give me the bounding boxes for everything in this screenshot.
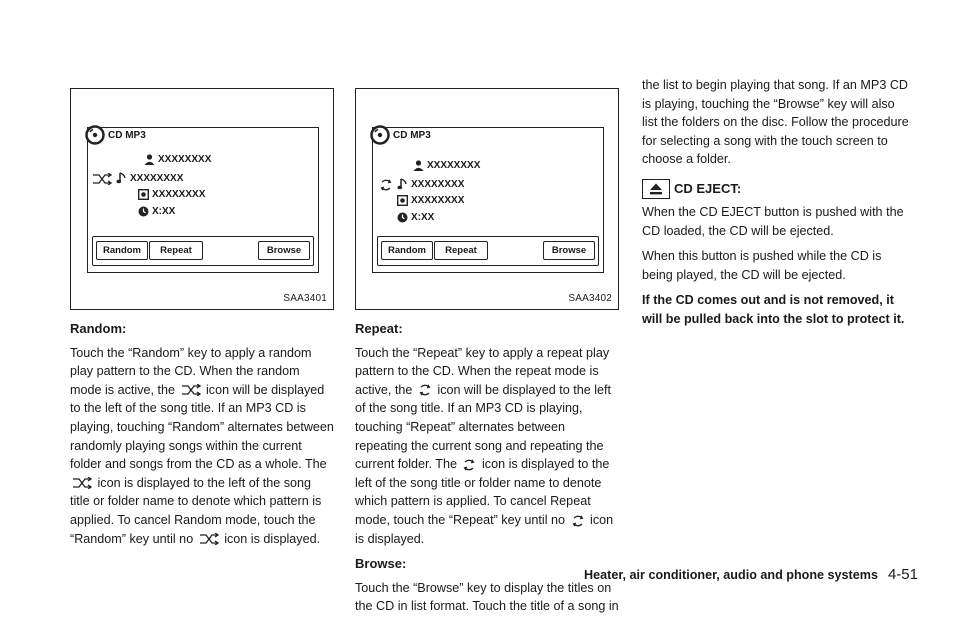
button-bar: [377, 236, 599, 266]
random-paragraph: [70, 344, 334, 549]
repeat-icon: [462, 459, 476, 471]
page-number: 4-51: [887, 566, 918, 583]
repeat-button[interactable]: Repeat: [149, 241, 203, 260]
browse-heading: Browse:: [355, 556, 407, 572]
figure-id: SAA3402: [568, 293, 612, 304]
repeat-icon: [379, 179, 393, 191]
song-text: XXXXXXXX: [411, 178, 465, 190]
person-icon: [144, 154, 155, 165]
eject-paragraph-2: When this button is pushed while the CD is being played, the CD will be ejected.: [642, 249, 882, 282]
browse-button[interactable]: Browse: [543, 241, 595, 260]
repeat-text-a: Touch the “Repeat” key to apply a repeat play pattern to the CD. When the repeat mode is active, the: [355, 345, 610, 397]
artist-row: [413, 160, 480, 171]
random-button[interactable]: Random: [96, 241, 148, 260]
time-text: X:XX: [411, 212, 435, 223]
clock-icon: [138, 206, 149, 217]
section-title: Heater, air conditioner, audio and phone systems: [584, 568, 878, 582]
time-row: [397, 212, 434, 223]
repeat-icon: [571, 515, 585, 527]
album-icon: [397, 195, 408, 206]
browse-paragraph-1: Touch the “Browse” key to display the titles on the CD in list format. Touch the title of a song in: [355, 580, 619, 614]
figure-random: [70, 88, 334, 310]
cd-screen: [372, 127, 604, 273]
shuffle-icon: [92, 173, 112, 185]
random-section: [70, 320, 334, 555]
screen-title: CD MP3: [108, 130, 146, 141]
shuffle-icon: [181, 384, 201, 396]
disc-icon: [370, 125, 390, 145]
music-note-icon: [116, 172, 127, 184]
figure-id: SAA3401: [283, 293, 327, 304]
browse-paragraph-2: the list to begin playing that song. If an MP3 CD is playing, touching the “Browse” key will also list the folders on the disc. Follow the procedure for selecting a song with the touch screen to choose a folder.: [642, 78, 909, 167]
eject-section: [642, 76, 910, 336]
album-row: [138, 189, 205, 200]
artist-row: [144, 154, 211, 165]
repeat-section: [355, 320, 621, 623]
song-row: [116, 172, 183, 184]
album-text: XXXXXXXX: [152, 189, 206, 200]
eject-warning: If the CD comes out and is not removed, it will be pulled back into the slot to protect it.: [642, 293, 905, 326]
music-note-icon: [397, 178, 408, 190]
random-button[interactable]: Random: [381, 241, 433, 260]
random-text-b: icon will be displayed to the left of the song title. If an MP3 CD is playing, touching “Random” alternates between randomly playing songs within the current folder and songs from the CD as a whole. The: [70, 382, 334, 472]
eject-heading-row: [642, 179, 910, 199]
time-text: X:XX: [152, 206, 176, 217]
album-text: XXXXXXXX: [411, 195, 465, 206]
repeat-text-c: icon is displayed to the left of the song title or folder name to denote which pattern is applied. To cancel Repeat mode, touch the “Repeat” key until no: [355, 457, 610, 527]
repeat-text-b: icon will be displayed to the left of the song title. If an MP3 CD is playing, touching “Repeat” alternates between repeating the current song and repeating the current folder. The: [355, 382, 612, 472]
cd-screen: [87, 127, 319, 273]
random-heading: Random:: [70, 321, 127, 336]
person-icon: [413, 160, 424, 171]
song-row: [397, 178, 464, 190]
eject-heading: CD EJECT:: [674, 180, 742, 196]
eject-icon: [642, 179, 670, 199]
artist-text: XXXXXXXX: [158, 154, 212, 165]
clock-icon: [397, 212, 408, 223]
repeat-heading: Repeat:: [355, 321, 403, 336]
repeat-icon: [418, 384, 432, 396]
random-text-c: icon is displayed to the left of the song title or folder name to denote which pattern is applied. To cancel Random mode, touch the “Random” key until no: [70, 475, 322, 546]
figure-repeat: [355, 88, 619, 310]
time-row: [138, 206, 175, 217]
repeat-button[interactable]: Repeat: [434, 241, 488, 260]
song-text: XXXXXXXX: [130, 172, 184, 184]
browse-button[interactable]: Browse: [258, 241, 310, 260]
repeat-text-d: icon is displayed.: [355, 512, 614, 546]
random-text-a: Touch the “Random” key to apply a random play pattern to the CD. When the random mode is active, the: [70, 345, 312, 397]
eject-paragraph-1: When the CD EJECT button is pushed with the CD loaded, the CD will be ejected.: [642, 204, 904, 238]
button-bar: [92, 236, 314, 266]
page-footer: [584, 566, 918, 583]
repeat-paragraph: [355, 344, 621, 549]
artist-text: XXXXXXXX: [427, 160, 481, 171]
disc-icon: [85, 125, 105, 145]
album-icon: [138, 189, 149, 200]
shuffle-icon: [199, 533, 219, 545]
screen-title: CD MP3: [393, 130, 431, 141]
album-row: [397, 195, 464, 206]
random-text-d: icon is displayed.: [224, 531, 321, 546]
shuffle-icon: [72, 477, 92, 489]
